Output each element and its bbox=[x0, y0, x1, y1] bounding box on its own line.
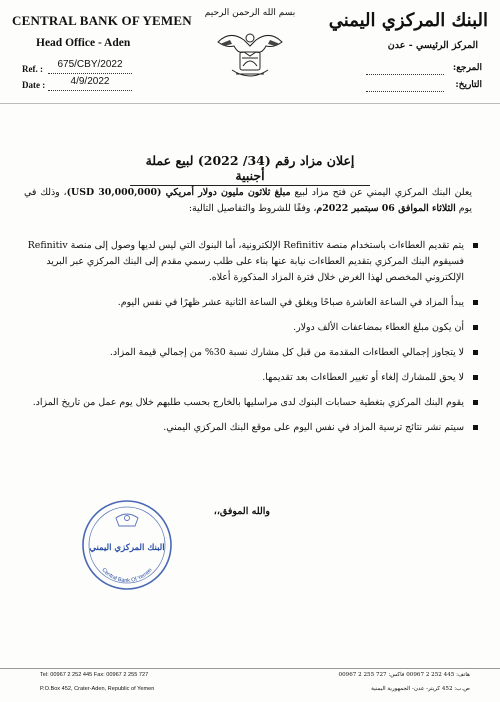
arabic-ref-label: المرجع: bbox=[452, 63, 482, 73]
bullet-icon bbox=[473, 350, 478, 355]
list-item: أن يكون مبلغ العطاء بمضاعفات الألف دولار. bbox=[24, 320, 478, 336]
conditions-list bbox=[24, 238, 478, 445]
arabic-ref-field bbox=[366, 64, 444, 75]
bullet-icon bbox=[473, 325, 478, 330]
list-item: يبدأ المزاد في الساعة العاشرة صباحًا ويغلق في الساعة الثانية عشر ظهرًا في نفس اليوم. bbox=[24, 295, 478, 311]
bullet-icon bbox=[473, 375, 478, 380]
bullet-icon bbox=[473, 400, 478, 405]
notice-title: إعلان مزاد رقم (34/ 2022) لبيع عملة أجنبية bbox=[130, 153, 370, 186]
list-item: سيتم نشر نتائج ترسية المزاد في نفس اليوم على موقع البنك المركزي اليمني. bbox=[24, 420, 478, 436]
official-stamp-seal bbox=[80, 498, 174, 592]
footer-arabic-contact: هاتف: 445 252 2 00967 فاكس: 727 255 2 00967 bbox=[338, 672, 470, 678]
english-bank-name: CENTRAL BANK OF YEMEN bbox=[12, 13, 192, 28]
intro-date: الثلاثاء الموافق 06 سبتمبر 2022م bbox=[316, 203, 456, 214]
bullet-icon bbox=[473, 425, 478, 430]
closing-phrase: والله الموفق،، bbox=[213, 506, 270, 517]
list-item: لا يحق للمشارك إلغاء أو تغيير العطاءات بعد تقديمها. bbox=[24, 370, 478, 386]
english-office-name: Head Office - Aden bbox=[36, 37, 131, 49]
header-divider bbox=[0, 103, 500, 104]
ref-value: 675/CBY/2022 bbox=[48, 59, 132, 74]
date-label: Date : bbox=[22, 80, 46, 90]
notice-intro bbox=[24, 185, 472, 217]
ref-label: Ref. : bbox=[22, 64, 43, 74]
list-item: لا يتجاوز إجمالي العطاءات المقدمة من قبل كل مشارك نسبة 30% من إجمالي قيمة المزاد. bbox=[24, 345, 478, 361]
svg-text:البنك المركزي اليمني: البنك المركزي اليمني bbox=[89, 543, 165, 553]
arabic-bank-name: البنك المركزي اليمني bbox=[328, 10, 488, 31]
arabic-office-name: المركز الرئيسي - عدن bbox=[387, 40, 478, 51]
intro-text-3: ، وفقًا للشروط والتفاصيل التالية: bbox=[188, 203, 317, 214]
arabic-date-label: التاريخ: bbox=[455, 80, 482, 90]
yemen-eagle-emblem-icon bbox=[210, 22, 290, 84]
footer-divider bbox=[0, 668, 500, 669]
footer-english-address: P.O.Box 452, Crater-Aden, Republic of Yemen bbox=[40, 686, 155, 692]
footer-english-contact: Tel: 00967 2 252 445 Fax: 00967 2 255 727 bbox=[40, 672, 149, 678]
list-item: يتم تقديم العطاءات باستخدام منصة Refinitiv الإلكترونية، أما البنوك التي ليس لديها وصول إلى منصة Refinitiv فسيقوم البنك المركزي بتقديم العطاءات نيابة عنها بناء على طلب رسمي مقدم إلى البنك المركزي عبر البريد الإلكتروني المخصص لهذا الغرض خلال فترة المزاد المذكورة أعلاه. bbox=[24, 238, 478, 286]
list-item: يقوم البنك المركزي بتغطية حسابات البنوك لدى مراسليها بالخارج بحسب طلبهم خلال يوم عمل من تاريخ المزاد. bbox=[24, 395, 478, 411]
date-value: 4/9/2022 bbox=[48, 76, 132, 91]
bullet-icon bbox=[473, 243, 478, 248]
basmala-calligraphy: بسم الله الرحمن الرحيم bbox=[204, 8, 296, 18]
svg-text:Central Bank Of Yemen: Central Bank Of Yemen bbox=[100, 567, 154, 585]
intro-text-1: يعلن البنك المركزي اليمني عن فتح مزاد لبيع bbox=[290, 187, 472, 198]
bullet-icon bbox=[473, 300, 478, 305]
arabic-date-field bbox=[366, 81, 444, 92]
intro-text-2: ، وذلك في يوم bbox=[24, 187, 472, 214]
footer-arabic-address: ص.ب: 452 كريتر- عدن- الجمهورية اليمنية bbox=[371, 686, 470, 692]
intro-amount: مبلغ ثلاثون مليون دولار أمريكي (30,000,000 USD) bbox=[66, 187, 291, 198]
